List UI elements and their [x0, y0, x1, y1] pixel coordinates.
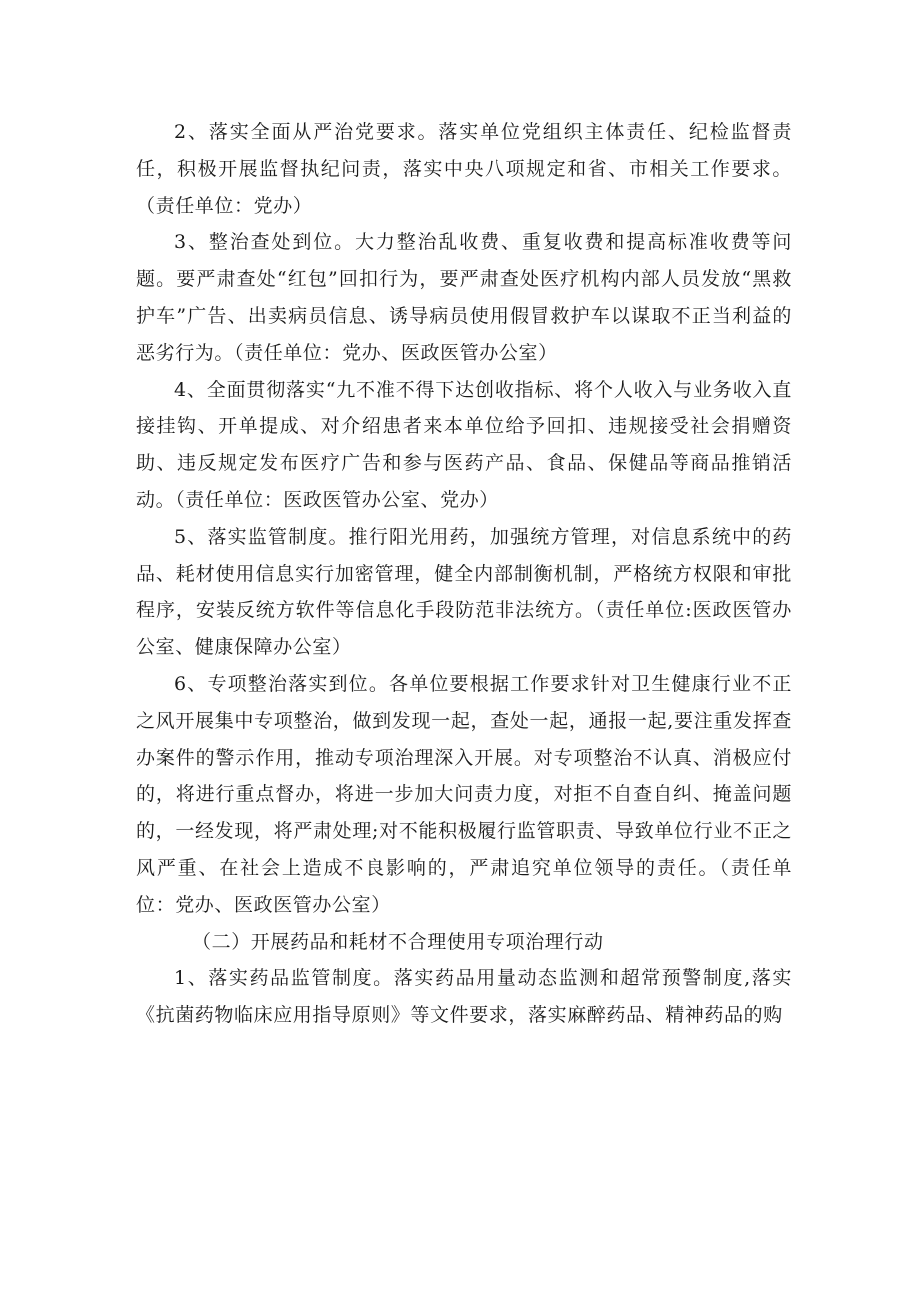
- section-heading-2: （二）开展药品和耗材不合理使用专项治理行动: [192, 930, 604, 953]
- paragraph-item-1-drug-supervision: 1、落实药品监管制度。落实药品用量动态监测和超常预警制度,落实《抗菌药物临床应用指导原则》等文件要求，落实麻醉药品、精神药品的购: [136, 967, 792, 1027]
- paragraph-item-3: 3、整治查处到位。大力整治乱收费、重复收费和提高标准收费等问题。要严肃查处“红包”回扣行为，要严肃查处医疗机构内部人员发放“黑救护车”广告、出卖病员信息、诱导病员使用假冒救护车以谋取不正当利益的恶劣行为。（责任单位：党办、医政医管办公室）: [136, 231, 792, 364]
- paragraph-item-6: 6、专项整治落实到位。各单位要根据工作要求针对卫生健康行业不正之风开展集中专项整治，做到发现一起，查处一起，通报一起,要注重发挥查办案件的警示作用，推动专项治理深入开展。对专项整治不认真、消极应付的，将进行重点督办，将进一步加大问责力度，对拒不自查自纠、掩盖问题的，一经发现，将严肃处理;对不能积极履行监管职责、导致单位行业不正之风严重、在社会上造成不良影响的，严肃追究单位领导的责任。（责任单位：党办、医政医管办公室）: [136, 672, 792, 916]
- document-body: [136, 114, 792, 1034]
- paragraph-item-5: 5、落实监管制度。推行阳光用药，加强统方管理，对信息系统中的药品、耗材使用信息实行加密管理，健全内部制衡机制，严格统方权限和审批程序，安装反统方软件等信息化手段防范非法统方。（责任单位:医政医管办公室、健康保障办公室）: [136, 525, 792, 659]
- paragraph-item-2: 2、落实全面从严治党要求。落实单位党组织主体责任、纪检监督责任，积极开展监督执纪问责，落实中央八项规定和省、市相关工作要求。（责任单位：党办）: [136, 121, 792, 217]
- paragraph-item-4: 4、全面贯彻落实“九不准不得下达创收指标、将个人收入与业务收入直接挂钩、开单提成、对介绍患者来本单位给予回扣、违规接受社会捐赠资助、违反规定发布医疗广告和参与医药产品、食品、保健品等商品推销活动。（责任单位：医政医管办公室、党办）: [136, 378, 792, 511]
